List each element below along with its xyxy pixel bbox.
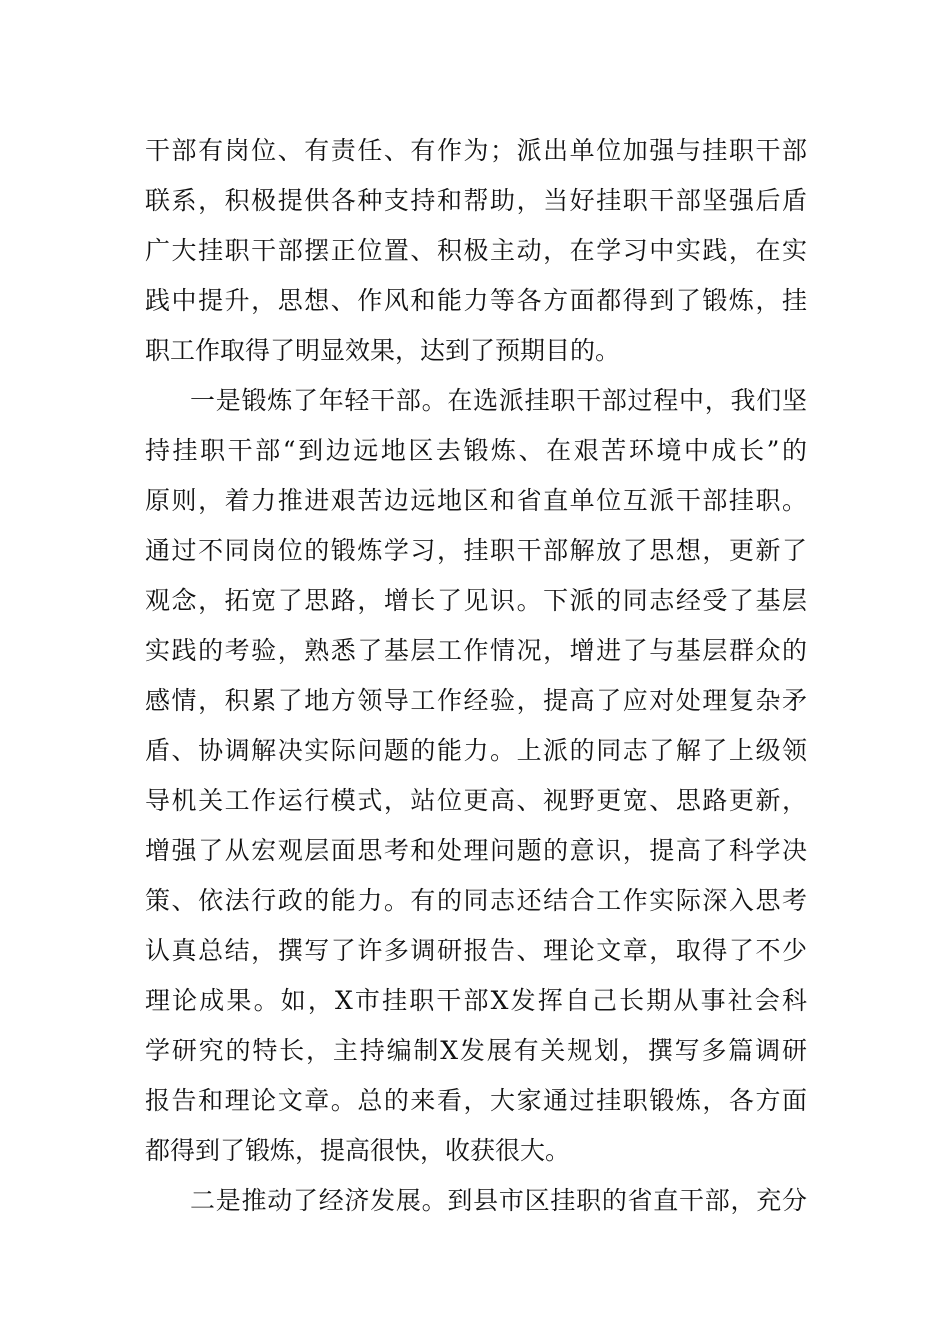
text-line: 持挂职干部“到边远地区去锻炼、在艰苦环境中成长”的 [145,436,807,465]
text-line: 理论成果。如，X市挂职干部X发挥自己长期从事社会科 [145,986,807,1015]
text-line: 感情，积累了地方领导工作经验，提高了应对处理复杂矛 [145,686,807,715]
text-line: 联系，积极提供各种支持和帮助，当好挂职干部坚强后盾 [145,186,807,215]
text-line: 报告和理论文章。总的来看，大家通过挂职锻炼，各方面 [145,1086,807,1115]
text-line: 学研究的特长，主持编制X发展有关规划，撰写多篇调研 [145,1036,807,1065]
text-line: 通过不同岗位的锻炼学习，挂职干部解放了思想，更新了 [145,536,807,565]
paragraph-3 [145,1176,807,1226]
text-line: 增强了从宏观层面思考和处理问题的意识，提高了科学决 [145,836,807,865]
text-line: 盾、协调解决实际问题的能力。上派的同志了解了上级领 [145,736,807,765]
text-line: 认真总结，撰写了许多调研报告、理论文章，取得了不少 [145,936,807,965]
text-line: 策、依法行政的能力。有的同志还结合工作实际深入思考 [145,886,807,915]
text-line: 广大挂职干部摆正位置、积极主动，在学习中实践，在实 [145,236,807,265]
text-line: 实践的考验，熟悉了基层工作情况，增进了与基层群众的 [145,636,807,665]
paragraph-1 [145,126,807,376]
text-line: 一是锻炼了年轻干部。在选派挂职干部过程中，我们坚 [190,386,807,415]
text-line: 导机关工作运行模式，站位更高、视野更宽、思路更新， [145,786,807,815]
text-line: 践中提升，思想、作风和能力等各方面都得到了锻炼，挂 [145,286,807,315]
paragraph-2 [145,376,807,1176]
text-line: 原则，着力推进艰苦边远地区和省直单位互派干部挂职。 [145,486,807,515]
text-line: 二是推动了经济发展。到县市区挂职的省直干部，充分 [190,1186,807,1215]
text-line: 干部有岗位、有责任、有作为；派出单位加强与挂职干部 [145,136,807,165]
text-line: 都得到了锻炼，提高很快，收获很大。 [145,1136,571,1165]
document-body [145,126,807,1226]
text-line: 职工作取得了明显效果，达到了预期目的。 [145,336,621,365]
text-line: 观念，拓宽了思路，增长了见识。下派的同志经受了基层 [145,586,807,615]
